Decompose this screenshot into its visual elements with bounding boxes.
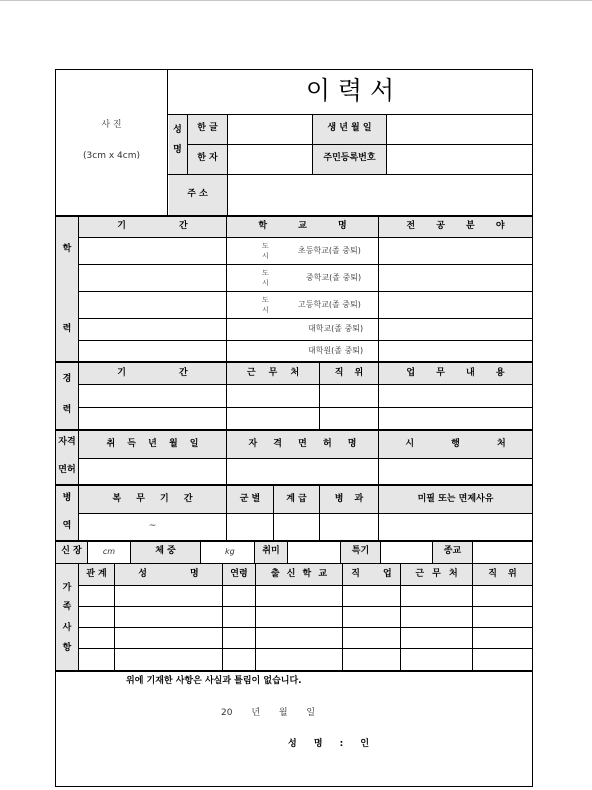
city-label-province: 도	[262, 242, 269, 250]
religion-label: 종교	[443, 546, 462, 556]
career-section-label-1: 경	[62, 374, 72, 384]
name-label-top: 성	[173, 125, 182, 135]
family-header-workplace: 근 무 처	[415, 569, 458, 579]
weight-unit: kg	[225, 547, 235, 556]
signature-line: 성 명 : 인	[288, 739, 370, 749]
school-elementary: 초등학교(졸 중퇴)	[298, 246, 361, 255]
photo-size: (3cm x 4cm)	[83, 151, 140, 161]
family-header-position: 직 위	[488, 569, 517, 579]
height-label: 신 장	[61, 546, 82, 556]
hobby-label: 취미	[262, 546, 280, 556]
military-header-period: 복 무 기 간	[112, 494, 193, 504]
license-header-name: 자 격 면 허 명	[248, 439, 357, 449]
education-header-period: 기 간	[117, 221, 188, 231]
top-border-line	[0, 0, 592, 1]
career-section-label-2: 력	[62, 405, 72, 415]
name-label-bottom: 명	[173, 145, 182, 155]
date-line: 20 년 월 일	[221, 708, 316, 718]
family-section-label-1: 가	[62, 583, 72, 593]
education-header-major: 전 공 분 야	[406, 221, 505, 231]
photo-label: 사 진	[101, 120, 122, 130]
school-graduate: 대학원(졸 중퇴)	[308, 346, 364, 355]
family-section-label-4: 항	[62, 643, 72, 653]
military-section-label-2: 역	[62, 521, 72, 531]
city-label-province: 도	[262, 296, 269, 304]
education-section-label-1: 학	[62, 244, 72, 254]
school-high: 고등학교(졸 중퇴)	[298, 300, 361, 309]
declaration-text: 위에 기재한 사항은 사실과 틀림이 없습니다.	[126, 676, 302, 686]
education-header-school: 학 교 명	[258, 221, 347, 231]
family-header-relation: 관 계	[86, 569, 107, 579]
license-header-issuer: 시 행 처	[405, 439, 506, 449]
military-header-exemption: 미필 또는 면제사유	[417, 494, 494, 504]
military-section-label-1: 병	[62, 493, 72, 503]
career-header-workplace: 근 무 처	[246, 368, 300, 378]
school-university: 대학교(졸 중퇴)	[308, 324, 364, 333]
family-header-school: 출 신 학 교	[270, 569, 328, 579]
family-header-age: 연령	[230, 569, 248, 579]
education-section-cell	[56, 217, 78, 362]
license-header-date: 취 득 년 월 일	[106, 439, 199, 449]
military-header-specialty: 병 과	[334, 494, 364, 504]
family-header-name: 성 명	[138, 569, 199, 579]
military-period-separator: ~	[148, 521, 157, 531]
family-section-label-2: 족	[62, 602, 72, 612]
career-header-period: 기 간	[117, 368, 188, 378]
military-header-rank: 계 급	[286, 494, 307, 504]
family-section-cell	[56, 564, 78, 670]
city-label-province: 도	[262, 269, 269, 277]
city-label-city: 시	[262, 306, 269, 314]
hangul-label: 한 글	[197, 123, 218, 133]
education-section-label-2: 력	[62, 324, 72, 334]
hanja-label: 한 자	[197, 153, 218, 163]
license-section-label-2: 면허	[58, 465, 76, 475]
career-section-cell	[56, 363, 78, 429]
family-header-job: 직 업	[351, 569, 392, 579]
city-label-city: 시	[262, 279, 269, 287]
city-label-city: 시	[262, 252, 269, 260]
height-unit: cm	[102, 547, 116, 556]
birth-date-label: 생 년 월 일	[327, 123, 372, 133]
career-header-position: 직 위	[334, 368, 364, 378]
form-title: 이 력 서	[305, 76, 395, 105]
address-label: 주 소	[187, 189, 208, 199]
career-header-duties: 업 무 내 용	[406, 368, 505, 378]
special-skill-label: 특기	[351, 546, 370, 556]
school-middle: 중학교(졸 중퇴)	[306, 273, 362, 282]
resident-number-label: 주민등록번호	[323, 153, 376, 163]
license-section-label-1: 자격	[58, 437, 76, 447]
military-header-branch: 군 별	[239, 494, 261, 504]
family-section-label-3: 사	[62, 623, 72, 633]
weight-label: 체 중	[155, 546, 176, 556]
